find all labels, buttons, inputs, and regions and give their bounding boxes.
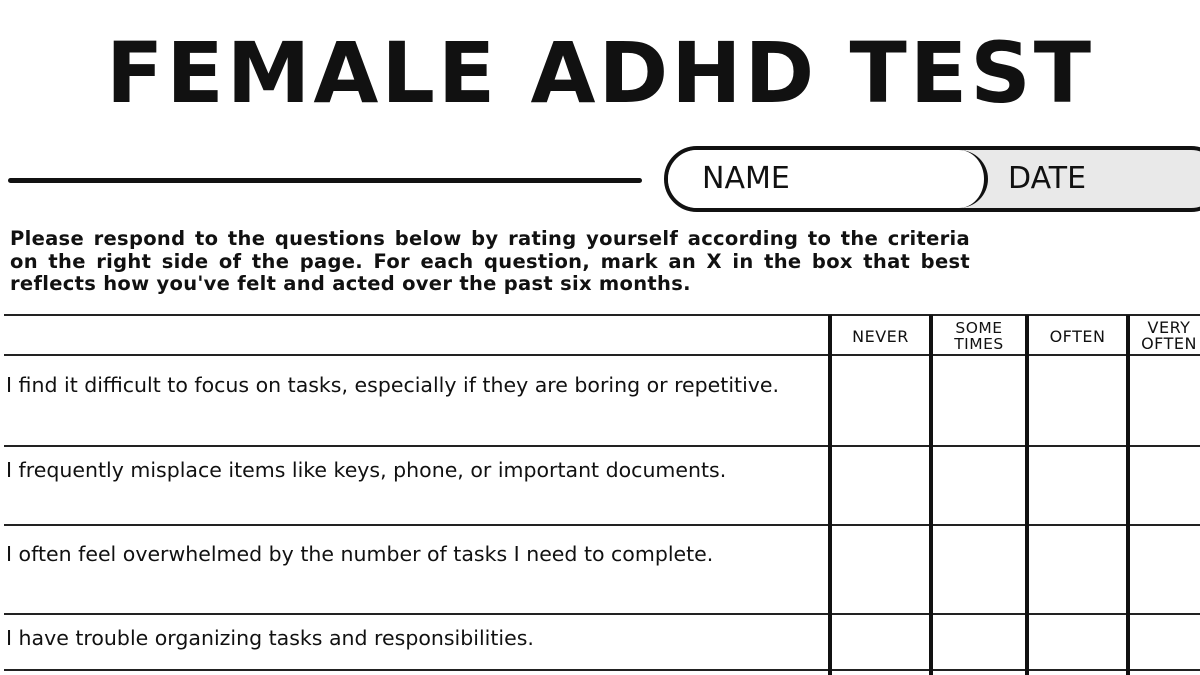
name-date-field xyxy=(664,146,1200,212)
answer-box-q4-sometimes[interactable] xyxy=(933,615,1025,669)
answer-box-q1-never[interactable] xyxy=(832,356,929,445)
answer-box-q2-often[interactable] xyxy=(1029,447,1126,524)
column-header-sometimes-label: SOME TIMES xyxy=(954,319,1004,353)
answer-box-q3-very-often[interactable] xyxy=(1130,526,1200,613)
column-header-often: OFTEN xyxy=(1049,326,1106,346)
answer-box-q3-sometimes[interactable] xyxy=(933,526,1025,613)
instructions-text: Please respond to the questions below by rating yourself according to the criteria on the right side of the page. For each question, mark an X in the box that best reflects how you've felt and acted over the past six months. xyxy=(10,227,970,295)
answer-box-q2-sometimes[interactable] xyxy=(933,447,1025,524)
signature-line xyxy=(8,178,642,183)
answer-box-q4-very-often[interactable] xyxy=(1130,615,1200,669)
column-header-very-often xyxy=(1130,318,1200,354)
question-4: I have trouble organizing tasks and responsibilities. xyxy=(6,626,534,650)
table-top-border xyxy=(4,314,1200,316)
answer-box-q1-very-often[interactable] xyxy=(1130,356,1200,445)
question-1: I find it difficult to focus on tasks, especially if they are boring or repetitive. xyxy=(6,373,780,397)
question-2: I frequently misplace items like keys, phone, or important documents. xyxy=(6,458,727,482)
column-header-very-often-label: VERY OFTEN xyxy=(1141,318,1197,353)
answer-box-q2-very-often[interactable] xyxy=(1130,447,1200,524)
answer-box-q3-never[interactable] xyxy=(832,526,929,613)
page-title: FEMALE ADHD TEST xyxy=(106,24,1094,122)
name-label: NAME xyxy=(702,161,790,196)
date-label: DATE xyxy=(1008,161,1087,196)
question-3: I often feel overwhelmed by the number of tasks I need to complete. xyxy=(6,542,714,566)
answer-box-q1-sometimes[interactable] xyxy=(933,356,1025,445)
answer-box-q1-often[interactable] xyxy=(1029,356,1126,445)
answer-box-q4-never[interactable] xyxy=(832,615,929,669)
answer-box-q2-never[interactable] xyxy=(832,447,929,524)
date-field[interactable] xyxy=(988,150,1200,208)
name-field[interactable] xyxy=(668,150,988,208)
column-header-sometimes xyxy=(933,318,1025,354)
answer-box-q4-often[interactable] xyxy=(1029,615,1126,669)
answer-box-q3-often[interactable] xyxy=(1029,526,1126,613)
column-header-never: NEVER xyxy=(852,326,909,346)
row-divider xyxy=(4,669,1200,671)
